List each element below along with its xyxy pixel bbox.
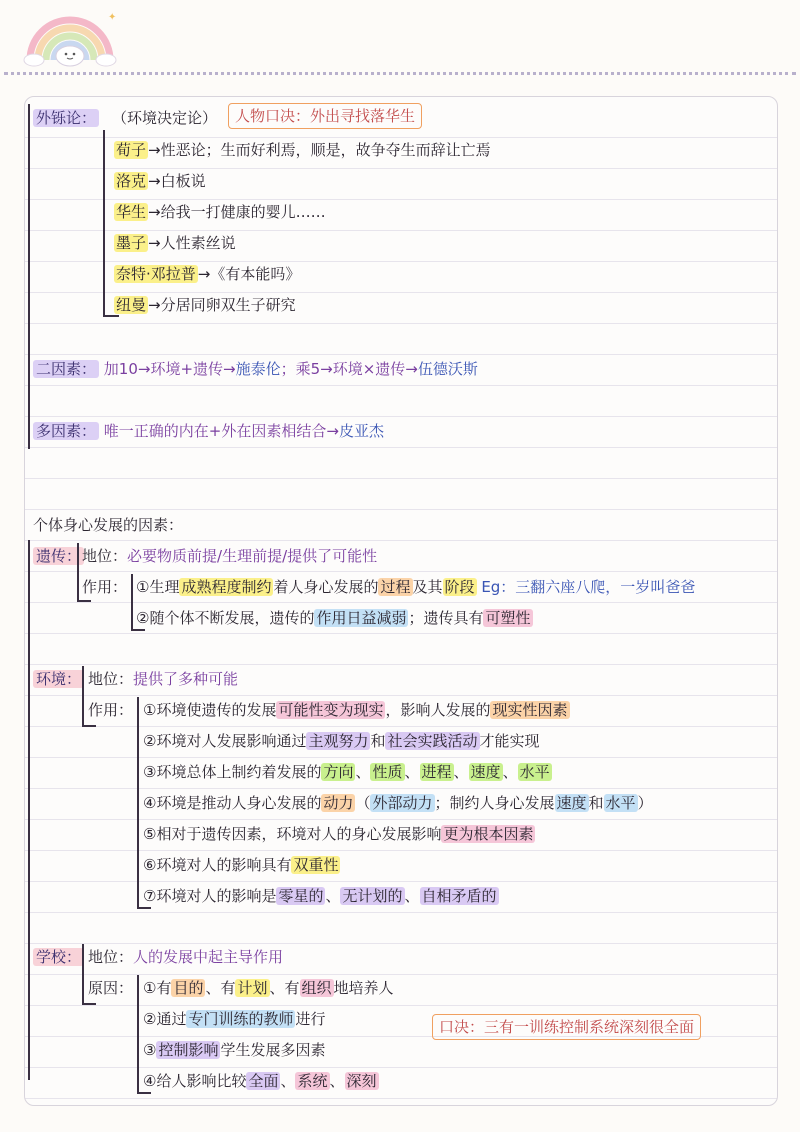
environment-role-label: 作用： bbox=[88, 701, 134, 719]
bracket-external bbox=[103, 130, 105, 316]
environment-role-1: ①环境使遗传的发展 可能性变为现实 ，影响人发展的 现实性因素 bbox=[143, 701, 568, 719]
external-sub: （环境决定论） bbox=[112, 109, 218, 127]
environment-role-5: ⑤相对于遗传因素，环境对人的身心发展影响 更为根本因素 bbox=[143, 825, 534, 843]
bracket-end bbox=[77, 600, 91, 602]
bracket-heredity bbox=[77, 543, 79, 601]
school-mnemonic: 口决：三有一训练控制系统深刻很全面 bbox=[432, 1014, 701, 1040]
school-role-3: ③ 控制影响 学生发展多因素 bbox=[143, 1041, 326, 1059]
school-role-label: 原因： bbox=[88, 979, 134, 997]
bracket-end bbox=[82, 1003, 96, 1005]
environment-role-2: ②环境对人发展影响通过 主观努力 和 社会实践活动 才能实现 bbox=[143, 732, 540, 750]
school-role-1: ①有 目的 、有 计划 、有 组织 地培养人 bbox=[143, 979, 394, 997]
left-bracket-theories bbox=[28, 104, 30, 449]
bracket-end bbox=[137, 907, 151, 909]
environment-role-3: ③环境总体上制约着发展的 方向 、 性质 、 进程 、 速度 、 水平 bbox=[143, 763, 550, 781]
environment-role-4: ④环境是推动人身心发展的 动力 （ 外部动力 ；制约人身心发展 速度 和 水平 ） bbox=[143, 794, 653, 812]
school-role-4: ④给人影响比较 全面 、 系统 、 深刻 bbox=[143, 1072, 377, 1090]
bracket-end bbox=[137, 1092, 151, 1094]
school-label: 学校： bbox=[33, 948, 84, 966]
environment-role-6: ⑥环境对人的影响具有 双重性 bbox=[143, 856, 339, 874]
school-role-2: ②通过 专门训练的教师 进行 bbox=[143, 1010, 326, 1028]
multi-factor-line: 多因素： 唯一正确的内在+外在因素相结合→皮亚杰 bbox=[33, 420, 384, 442]
external-label: 外铄论： bbox=[33, 109, 99, 127]
list-item: 墨子 →人性素丝说 bbox=[116, 234, 236, 252]
environment-role-7: ⑦环境对人的影响是 零星的 、 无计划的 、 自相矛盾的 bbox=[143, 887, 497, 905]
list-item: 奈特·邓拉普 →《有本能吗》 bbox=[116, 265, 301, 283]
heredity-position: 地位：必要物质前提/生理前提/提供了可能性 bbox=[82, 547, 378, 565]
list-item: 华生 →给我一打健康的婴儿…… bbox=[116, 203, 326, 221]
bracket-school bbox=[82, 944, 84, 1004]
two-factor-line: 二因素： 加10→环境+遗传→施泰伦；乘5→环境×遗传→伍德沃斯 bbox=[33, 358, 478, 380]
list-item: 纽曼 →分居同卵双生子研究 bbox=[116, 296, 296, 314]
environment-label: 环境： bbox=[33, 670, 84, 688]
left-bracket-factors bbox=[28, 540, 30, 1080]
bracket-environment-role bbox=[137, 697, 139, 908]
heredity-role-2: ②随个体不断发展，遗传的 作用日益减弱 ；遗传具有 可塑性 bbox=[136, 609, 531, 627]
list-item: 荀子 →性恶论；生而好利焉，顺是，故争夺生而辞让亡焉 bbox=[116, 141, 491, 159]
bracket-school-role bbox=[137, 975, 139, 1093]
section-title: 个体身心发展的因素： bbox=[33, 516, 184, 534]
heredity-role-1: ①生理 成熟程度制约 着人身心发展的 过程 及其 阶段 Eg：三翻六座八爬，一岁叫爸爸 bbox=[136, 578, 696, 596]
bracket-heredity-role bbox=[131, 574, 133, 630]
bracket-end bbox=[131, 629, 145, 631]
dotted-divider bbox=[4, 72, 796, 75]
rainbow-cloud-icon bbox=[20, 8, 120, 68]
environment-position: 地位：提供了多种可能 bbox=[88, 670, 239, 688]
heredity-role-label: 作用： bbox=[82, 578, 128, 596]
bracket-environment bbox=[82, 666, 84, 726]
bracket-end bbox=[82, 725, 96, 727]
heredity-label: 遗传： bbox=[33, 547, 84, 565]
list-item: 洛克 →白板说 bbox=[116, 172, 206, 190]
svg-text:✦: ✦ bbox=[108, 12, 117, 23]
external-mnemonic: 人物口决：外出寻找落华生 bbox=[228, 103, 422, 129]
school-position: 地位：人的发展中起主导作用 bbox=[88, 948, 284, 966]
